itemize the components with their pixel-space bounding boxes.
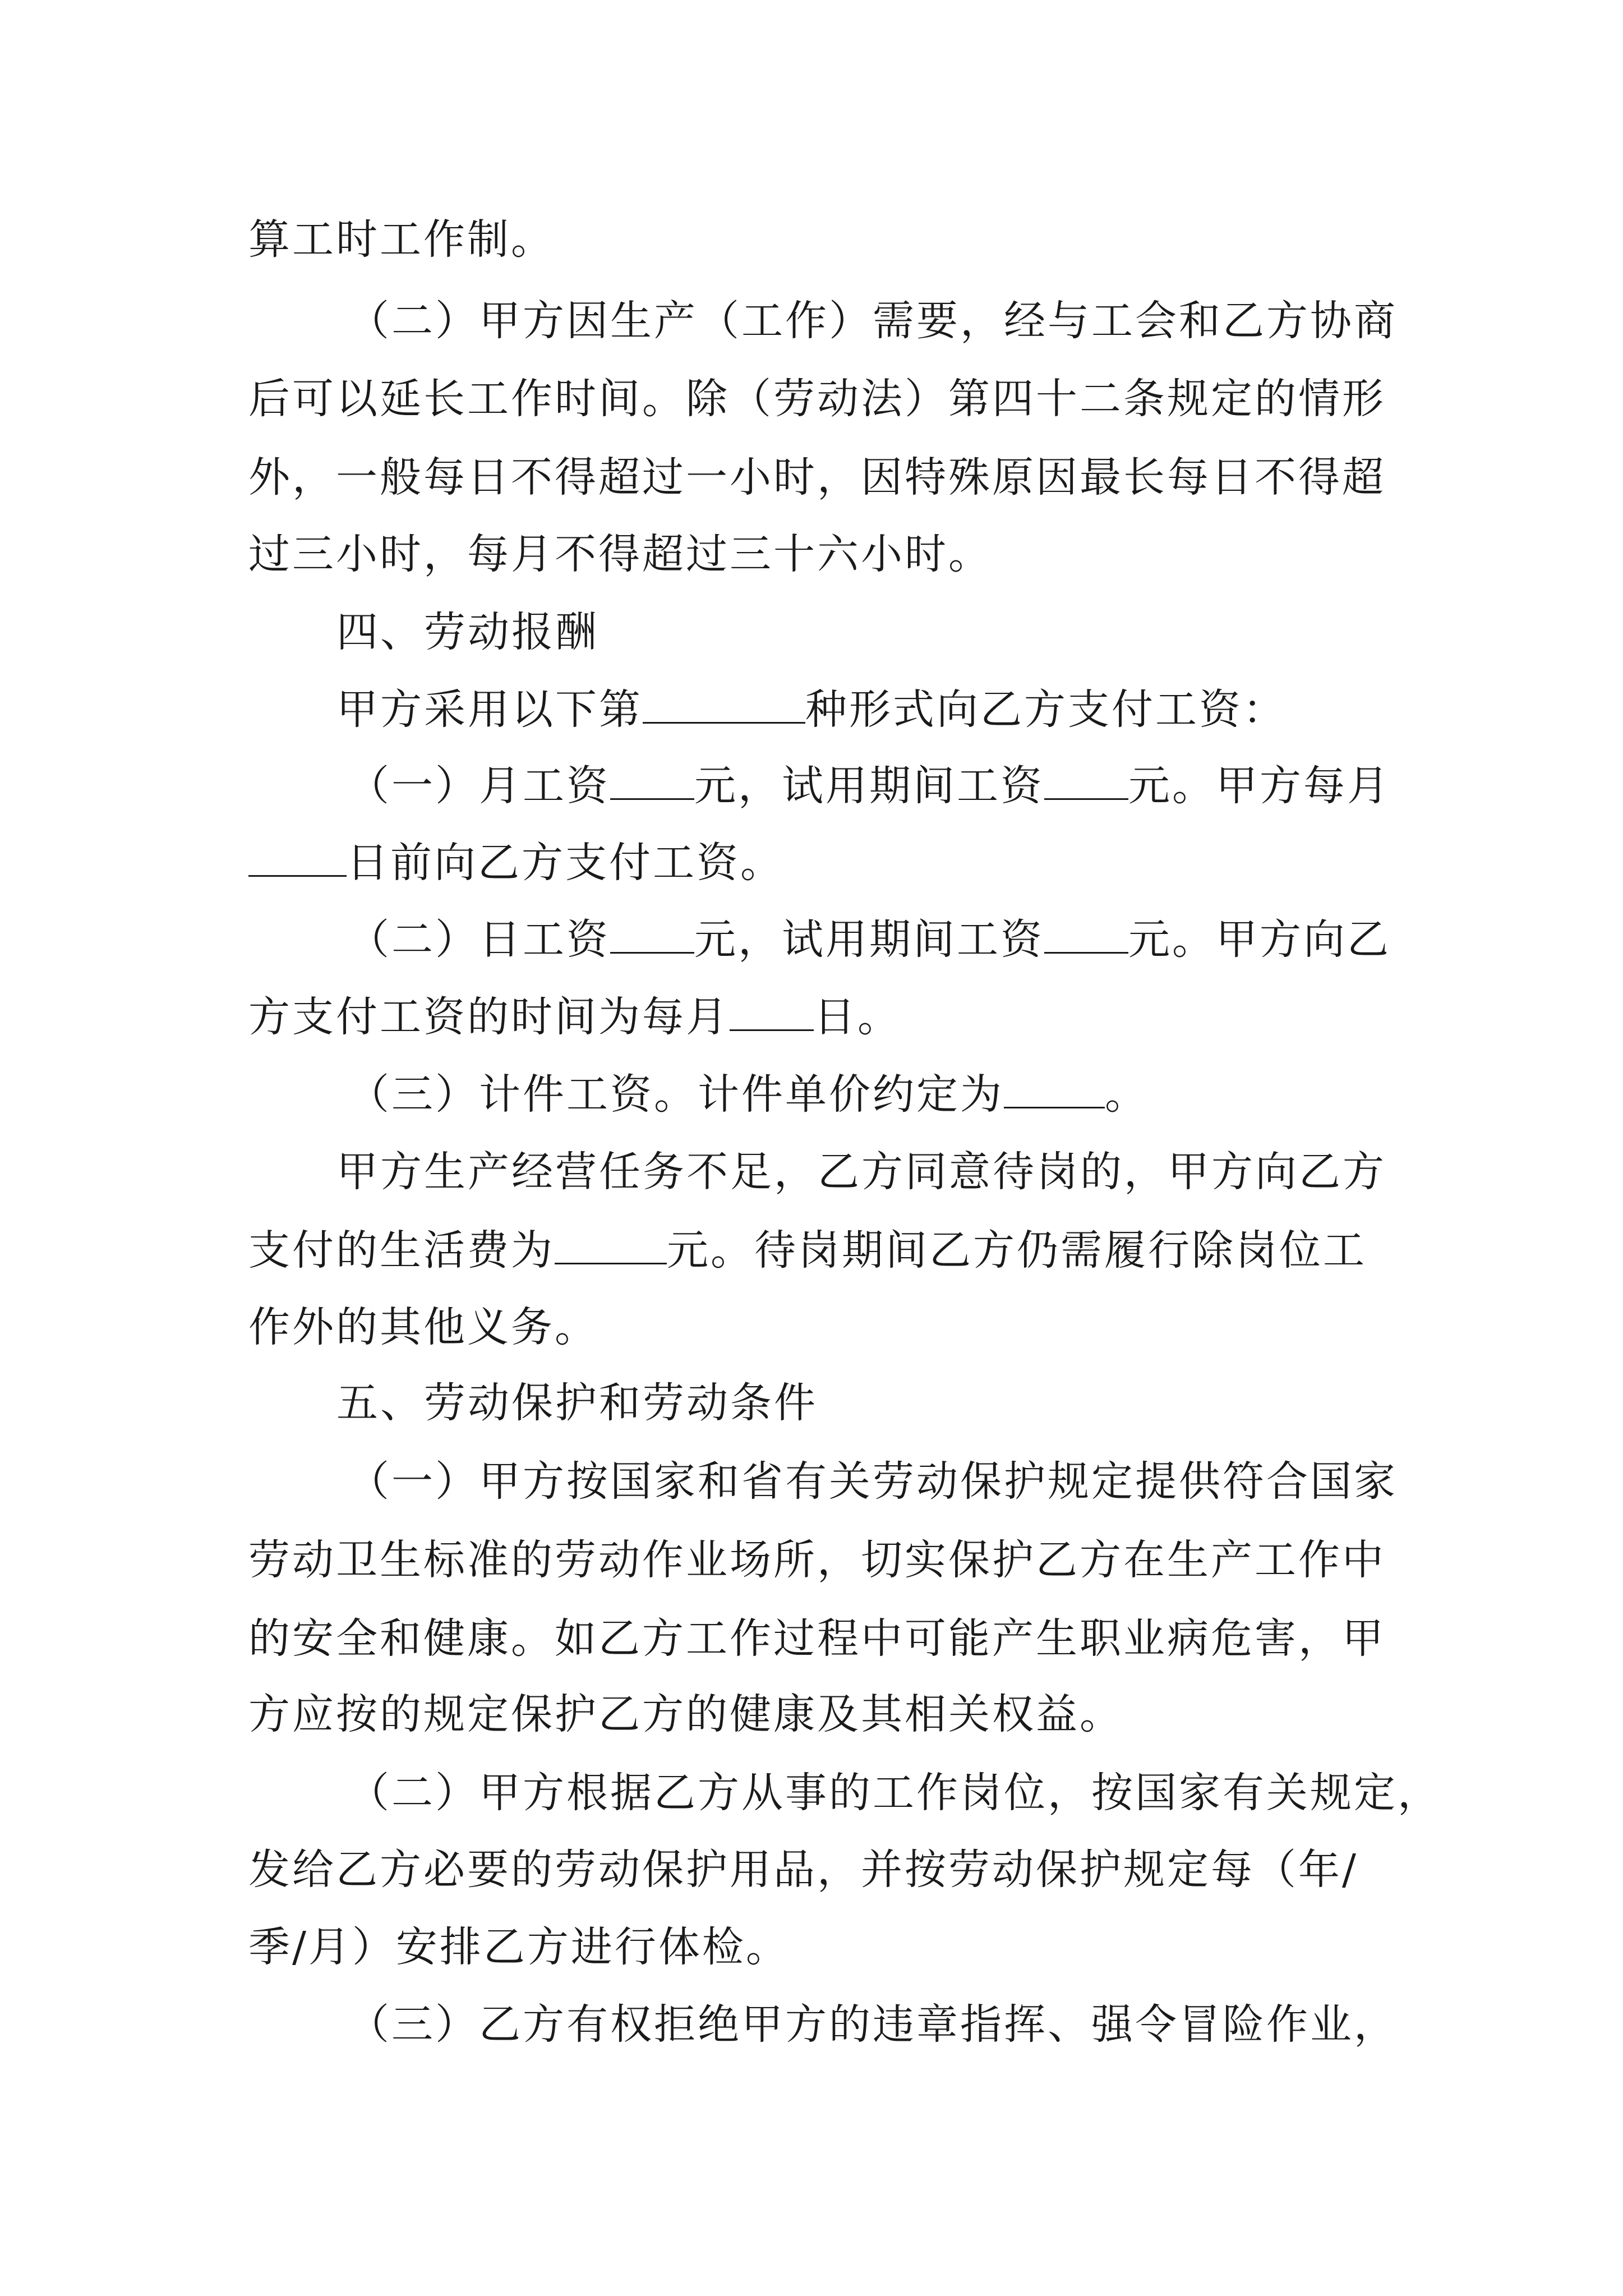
fill-in-blank[interactable] [248, 840, 347, 877]
fill-in-blank[interactable] [1004, 1072, 1105, 1108]
paragraph-line [348, 1069, 1497, 1120]
line-text: 方支付工资的时间为每月 [248, 993, 730, 1041]
line-text: 元，试用期间工资 [694, 915, 1044, 964]
paragraph-line: （三）乙方有权拒绝甲方的违章指挥、强令冒险作业， [348, 2000, 1398, 2049]
line-text: （三）计件工资。计件单价约定为 [348, 1070, 1004, 1119]
paragraph-line: 外，一般每日不得超过一小时，因特殊原因最长每日不得超 [248, 453, 1386, 501]
fill-in-blank[interactable] [555, 1228, 667, 1264]
paragraph-line [248, 838, 1398, 888]
paragraph-line: 甲方生产经营任务不足，乙方同意待岗的，甲方向乙方 [336, 1148, 1386, 1196]
paragraph-line [248, 992, 1398, 1042]
paragraph-line: 的安全和健康。如乙方工作过程中可能产生职业病危害，甲 [248, 1614, 1386, 1663]
paragraph-line: （二）甲方因生产（工作）需要，经与工会和乙方协商 [348, 297, 1398, 345]
fill-in-blank[interactable] [1044, 917, 1128, 954]
section-heading: 四、劳动报酬 [336, 608, 599, 656]
line-text: 元。甲方每月 [1128, 762, 1391, 810]
line-text: 日。 [814, 993, 901, 1041]
paragraph-line [348, 761, 1497, 811]
paragraph-line: 作外的其他义务。 [248, 1303, 598, 1351]
line-text: 元，试用期间工资 [694, 762, 1044, 810]
fill-in-blank[interactable] [1044, 763, 1128, 800]
paragraph-line [348, 914, 1497, 965]
paragraph-line: （二）甲方根据乙方从事的工作岗位，按国家有关规定， [348, 1769, 1441, 1817]
line-text: 元。待岗期间乙方仍需履行除岗位工 [667, 1226, 1367, 1274]
fill-in-blank[interactable] [643, 687, 805, 724]
paragraph-line: 季/月）安排乙方进行体检。 [248, 1923, 790, 1971]
line-text: 元。甲方向乙 [1128, 915, 1391, 964]
line-text: 。 [1105, 1070, 1149, 1119]
paragraph-line: （一）甲方按国家和省有关劳动保护规定提供符合国家 [348, 1457, 1398, 1506]
line-text: （二）日工资 [348, 915, 610, 964]
fill-in-blank[interactable] [730, 995, 814, 1031]
line-text: （一）月工资 [348, 762, 610, 810]
fill-in-blank[interactable] [610, 917, 694, 954]
paragraph-line: 劳动卫生标准的劳动作业场所，切实保护乙方在生产工作中 [248, 1536, 1386, 1584]
section-heading: 五、劳动保护和劳动条件 [336, 1379, 818, 1427]
line-text: 甲方采用以下第 [336, 685, 643, 734]
paragraph-line: 算工时工作制。 [248, 215, 555, 264]
fill-in-blank[interactable] [610, 763, 694, 800]
paragraph-line: 方应按的规定保护乙方的健康及其相关权益。 [248, 1690, 1123, 1738]
line-text: 支付的生活费为 [248, 1226, 555, 1274]
paragraph-line [248, 1225, 1398, 1276]
line-text: 种形式向乙方支付工资： [805, 685, 1287, 734]
paragraph-line: 后可以延长工作时间。除（劳动法）第四十二条规定的情形 [248, 375, 1386, 423]
line-text: 日前向乙方支付工资。 [347, 839, 784, 887]
paragraph-line [336, 684, 1486, 735]
paragraph-line: 发给乙方必要的劳动保护用品，并按劳动保护规定每（年/ [248, 1846, 1358, 1894]
paragraph-line: 过三小时，每月不得超过三十六小时。 [248, 530, 992, 578]
